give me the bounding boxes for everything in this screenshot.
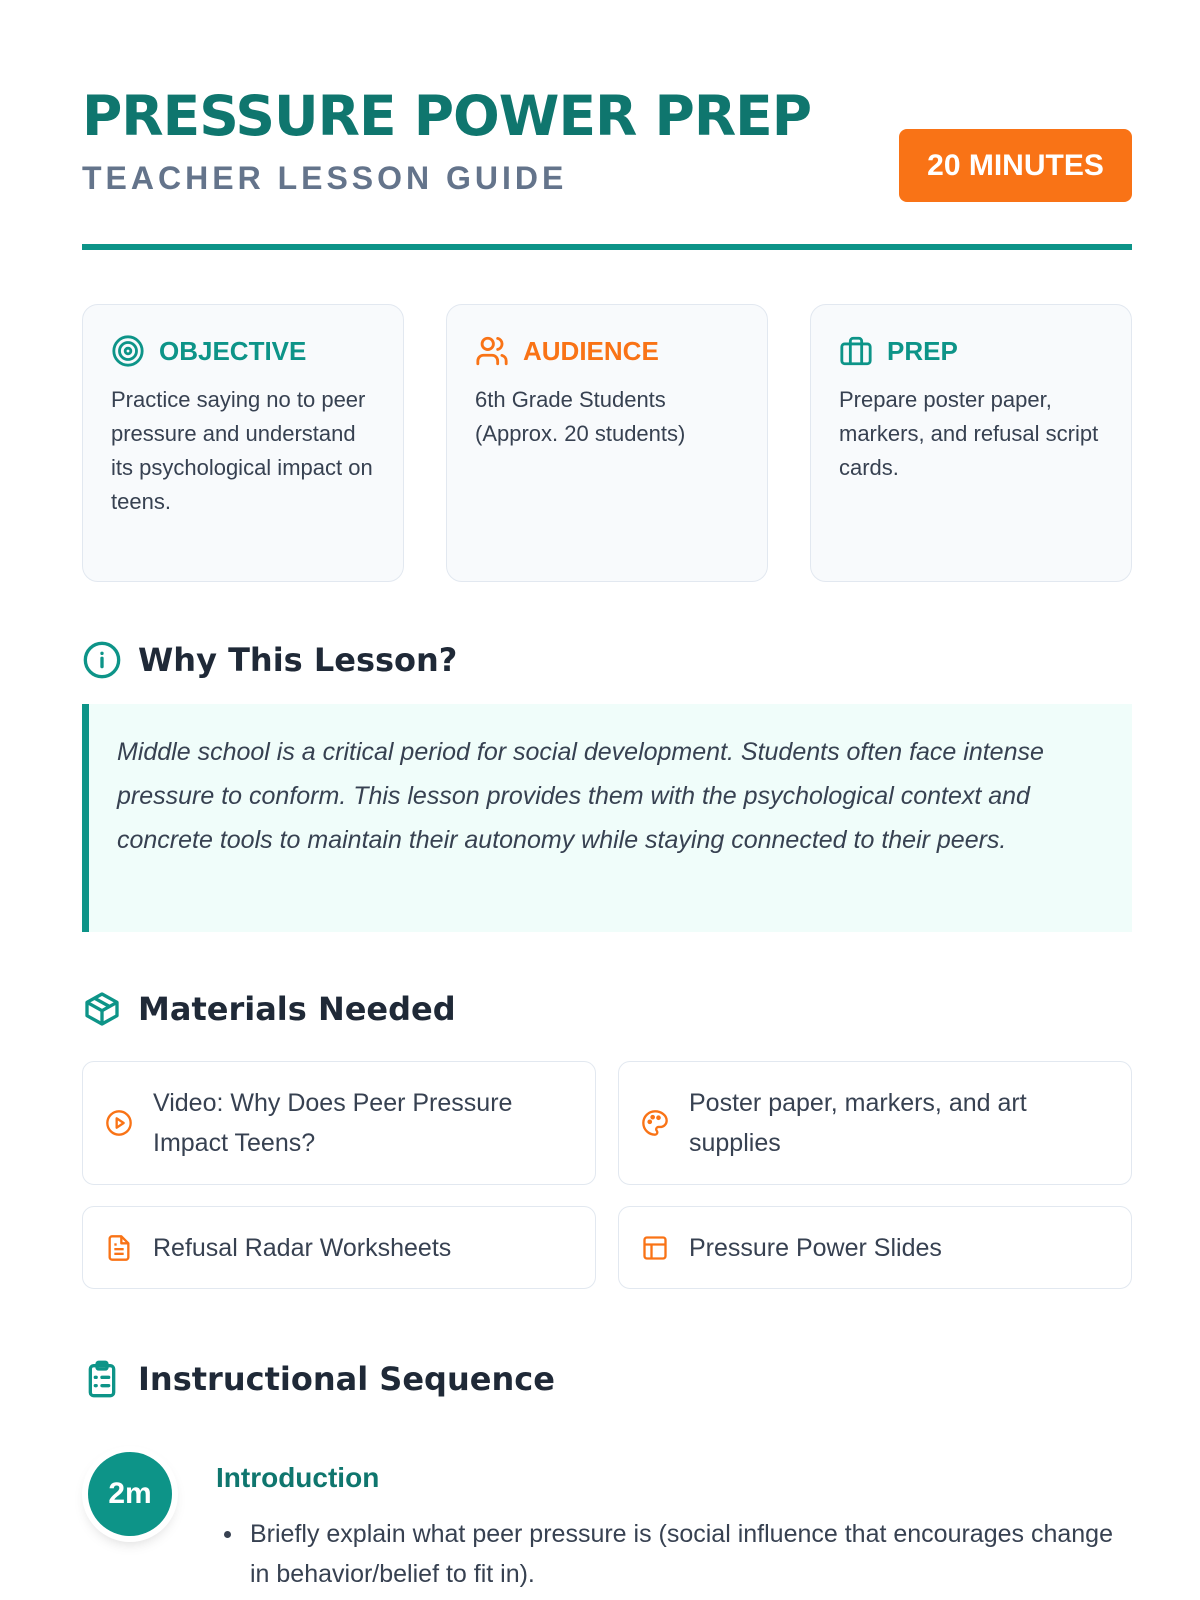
- objective-card: [82, 304, 404, 582]
- page-subtitle: TEACHER LESSON GUIDE: [82, 160, 568, 196]
- document-icon: [105, 1234, 133, 1262]
- material-label: Poster paper, markers, and art supplies: [689, 1089, 1027, 1157]
- sequence-title: Instructional Sequence: [138, 1360, 555, 1398]
- layout-icon: [641, 1234, 669, 1262]
- step-time-badge: 2m: [88, 1452, 172, 1536]
- info-cards: [82, 304, 1132, 582]
- material-label: Refusal Radar Worksheets: [153, 1233, 452, 1262]
- header: [82, 84, 1132, 250]
- users-icon: [475, 334, 509, 368]
- material-item: [618, 1206, 1132, 1289]
- materials-grid: [82, 1061, 1132, 1289]
- material-item: [618, 1061, 1132, 1185]
- material-label: Video: Why Does Peer Pressure Impact Teens?: [153, 1089, 513, 1157]
- step-bullet-list: [216, 1514, 1132, 1594]
- why-text: Middle school is a critical period for social development. Students often face intense pressure to conform. This lesson provides them with the psychological context and concrete tools to maintain their autonomy while staying connected to their peers.: [117, 738, 1044, 854]
- why-title: Why This Lesson?: [138, 641, 458, 679]
- bullet-dot: [224, 1531, 231, 1538]
- package-icon: [82, 989, 122, 1029]
- material-item: [82, 1061, 596, 1185]
- info-icon: [82, 640, 122, 680]
- step-title: Introduction: [216, 1462, 380, 1493]
- target-icon: [111, 334, 145, 368]
- why-callout: [82, 704, 1132, 932]
- why-section-heading: [82, 638, 457, 682]
- prep-title: PREP: [887, 335, 958, 366]
- page-title: PRESSURE POWER PREP: [82, 84, 812, 148]
- palette-icon: [641, 1109, 669, 1137]
- objective-text: Practice saying no to peer pressure and understand its psychological impact on teens.: [111, 387, 373, 514]
- step-bullet: [216, 1514, 1132, 1594]
- lesson-guide: [82, 0, 1132, 1600]
- audience-card: [446, 304, 768, 582]
- objective-title: OBJECTIVE: [159, 335, 307, 366]
- briefcase-icon: [839, 334, 873, 368]
- materials-section-heading: [82, 987, 456, 1031]
- audience-text: 6th Grade Students (Approx. 20 students): [475, 387, 686, 446]
- step-bullet-text: Briefly explain what peer pressure is (social influence that encourages change in behavior/belief to fit in).: [250, 1520, 1113, 1588]
- prep-text: Prepare poster paper, markers, and refusal script cards.: [839, 387, 1099, 480]
- audience-title: AUDIENCE: [523, 335, 659, 366]
- material-label: Pressure Power Slides: [689, 1233, 942, 1262]
- sequence-section-heading: [82, 1357, 555, 1401]
- material-item: [82, 1206, 596, 1289]
- prep-card: [810, 304, 1132, 582]
- clipboard-icon: [82, 1359, 122, 1399]
- materials-title: Materials Needed: [138, 990, 456, 1028]
- duration-badge: 20 MINUTES: [899, 129, 1132, 202]
- prep-card-header: [839, 333, 1103, 369]
- header-divider: [82, 244, 1132, 250]
- objective-card-header: [111, 333, 375, 369]
- play-icon: [105, 1109, 133, 1137]
- audience-card-header: [475, 333, 739, 369]
